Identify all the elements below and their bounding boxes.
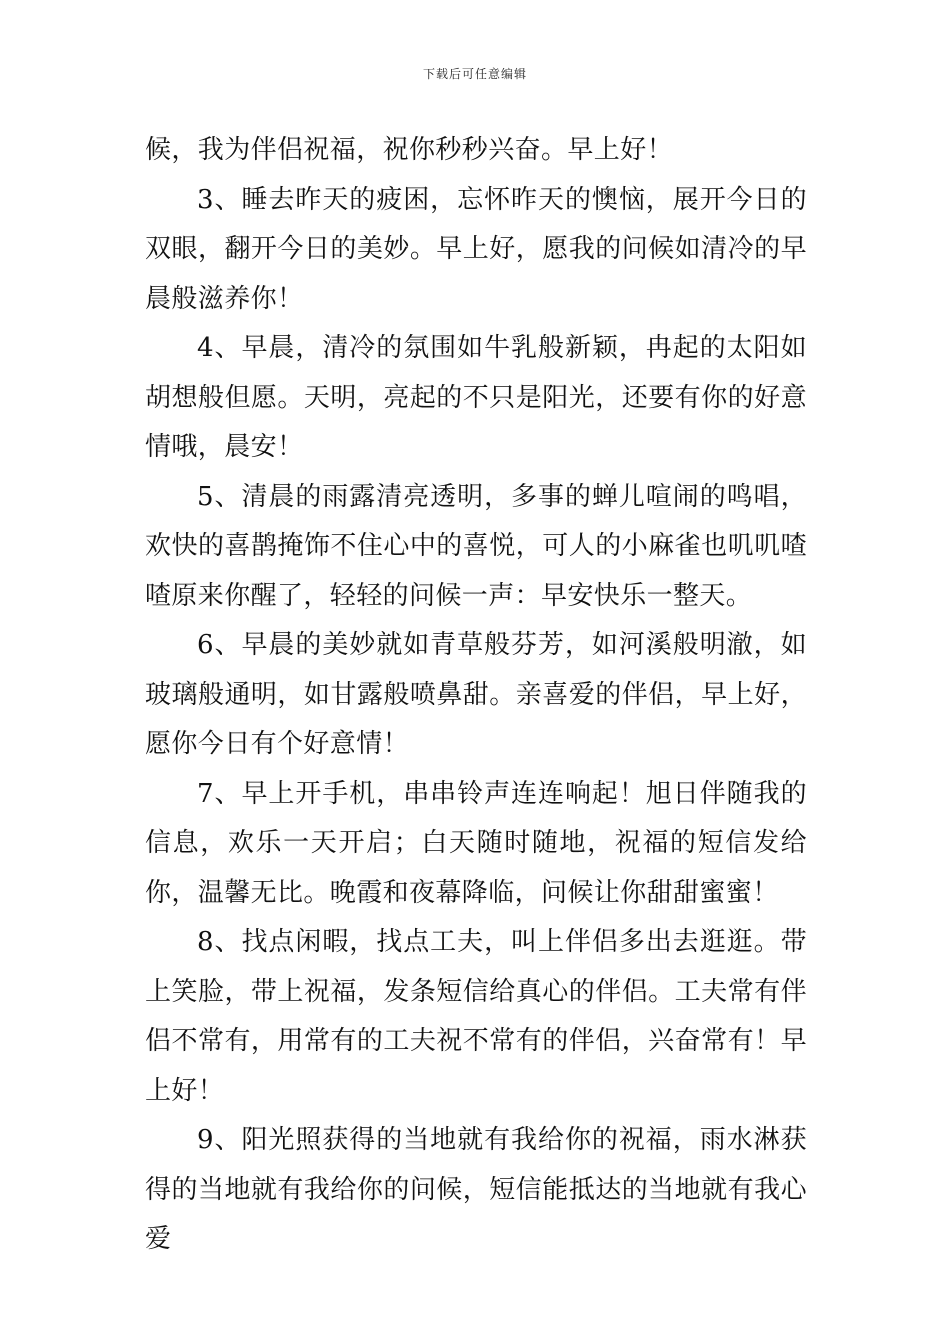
paragraph-6: 6、早晨的美妙就如青草般芬芳，如河溪般明澈，如玻璃般通明，如甘露般喷鼻甜。亲喜爱的伴侣，早上好，愿你今日有个好意情！: [145, 630, 807, 759]
paragraph-7: 7、早上开手机，串串铃声连连响起！旭日伴随我的信息，欢乐一天开启；白天随时随地，祝福的短信发给你，温馨无比。晚霞和夜幕降临，问候让你甜甜蜜蜜！: [145, 778, 807, 908]
page-header: 下载后可任意编辑: [422, 67, 527, 81]
paragraph-8: 8、找点闲暇，找点工夫，叫上伴侣多出去逛逛。带上笑脸，带上祝福，发条短信给真心的伴侣。工夫常有伴侣不常有，用常有的工夫祝不常有的伴侣，兴奋常有！早上好！: [145, 927, 807, 1106]
paragraph-5: 5、清晨的雨露清亮透明，多事的蝉儿喧闹的鸣唱，欢快的喜鹊掩饰不住心中的喜悦，可人的小麻雀也叽叽喳喳原来你醒了，轻轻的问候一声：早安快乐一整天。: [145, 481, 807, 611]
paragraph-4: 4、早晨，清冷的氛围如牛乳般新颖，冉起的太阳如胡想般但愿。天明，亮起的不只是阳光，还要有你的好意情哦，晨安！: [145, 333, 807, 462]
document-body: [145, 126, 807, 1265]
paragraph-3: 3、睡去昨天的疲困，忘怀昨天的懊恼，展开今日的双眼，翻开今日的美妙。早上好，愿我的问候如清冷的早晨般滋养你！: [145, 184, 807, 314]
paragraph-continuation: 候，我为伴侣祝福，祝你秒秒兴奋。早上好！: [145, 135, 674, 165]
paragraph-9: 9、阳光照获得的当地就有我给你的祝福，雨水淋获得的当地就有我给你的问候，短信能抵达的当地就有我心爱: [145, 1125, 807, 1254]
